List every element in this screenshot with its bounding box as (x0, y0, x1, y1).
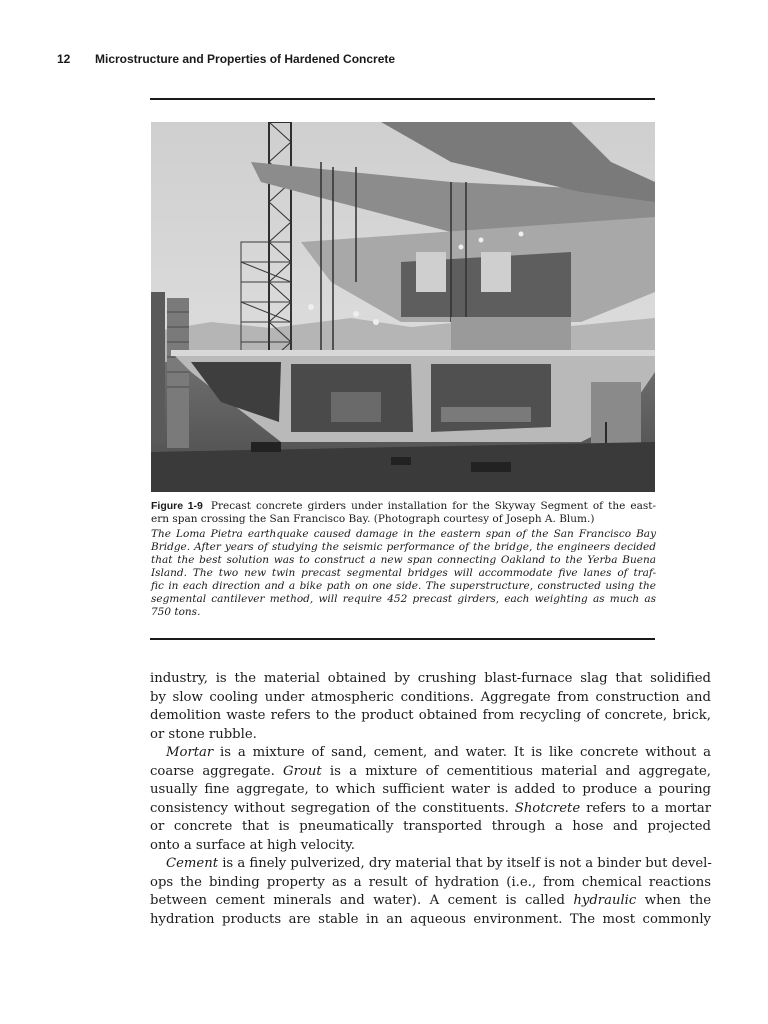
figure-bottom-rule (150, 638, 655, 640)
body-line: onto a surface at high velocity. (150, 837, 356, 853)
figure-note (151, 528, 656, 619)
body-line: industry, is the material obtained by crushing blast-furnace slag that solidified (150, 671, 711, 686)
note-line: Bridge. After years of studying the seismic performance of the bridge, the engineers decided (151, 541, 656, 553)
body-text (150, 670, 711, 929)
body-line-text: is a mixture of cementitious material and aggregate, (321, 763, 711, 779)
body-line-text: is a mixture of sand, cement, and water. It is like concrete without a (213, 745, 711, 760)
note-line: The Loma Pietra earthquake caused damage in the eastern span of the San Francisco Bay (151, 528, 656, 540)
body-line: demolition waste refers to the product obtained from recycling of concrete, brick, (150, 708, 711, 723)
caption-text-1: Precast concrete girders under installation for the Skyway Segment of the east- (210, 500, 656, 512)
note-line: Island. The two new twin precast segmental bridges will accommodate five lanes of traf- (151, 567, 656, 579)
body-line-text: consistency without segregation of the constituents. (150, 800, 515, 816)
note-line: 750 tons. (151, 606, 201, 618)
figure-label: Figure 1-9 (151, 500, 203, 512)
body-line: ops the binding property as a result of hydration (i.e., from chemical reactions (150, 874, 711, 890)
body-line (150, 892, 711, 911)
term-mortar: Mortar (166, 745, 214, 760)
figure-caption (151, 500, 656, 619)
body-line-text: between cement minerals and water). A cement is called (150, 893, 574, 908)
body-line: usually fine aggregate, to which sufficient water is added to produce a pouring (150, 782, 711, 797)
body-line: by slow cooling under atmospheric conditions. Aggregate from construction and (150, 689, 711, 705)
body-line-text: refers to a mortar (580, 800, 711, 816)
body-line (150, 763, 711, 782)
note-line: fic in each direction and a bike path on one side. The superstructure, constructed using the (151, 580, 656, 592)
term-cement: Cement (166, 856, 218, 871)
body-line-text: when the (636, 893, 711, 908)
body-line: or stone rubble. (150, 726, 257, 742)
body-line-text: coarse aggregate. (150, 763, 284, 779)
figure-photo (151, 122, 655, 492)
note-line: segmental cantilever method, will require 452 precast girders, each weighting as much as (151, 593, 656, 605)
term-shotcrete: Shotcrete (514, 800, 581, 816)
page-number: 12 (57, 52, 71, 66)
caption-line-1 (151, 500, 656, 513)
running-title: Microstructure and Properties of Hardened Concrete (95, 52, 396, 66)
term-grout: Grout (283, 763, 322, 779)
body-line: hydration products are stable in an aqueous environment. The most commonly (150, 911, 711, 927)
body-line (150, 855, 711, 874)
body-line-text: is a finely pulverized, dry material that by itself is not a binder but devel- (218, 856, 712, 871)
term-hydraulic: hydraulic (573, 893, 637, 908)
body-line (150, 744, 711, 763)
note-line: that the best solution was to construct a new span connecting Oakland to the Yerba Buena (151, 554, 656, 566)
caption-line-2: ern span crossing the San Francisco Bay. (Photograph courtesy of Joseph A. Blum.) (151, 513, 595, 525)
running-head (57, 52, 657, 70)
body-line: or concrete that is pneumatically transported through a hose and projected (150, 819, 711, 834)
body-line (150, 800, 711, 819)
figure-top-rule (150, 98, 655, 100)
